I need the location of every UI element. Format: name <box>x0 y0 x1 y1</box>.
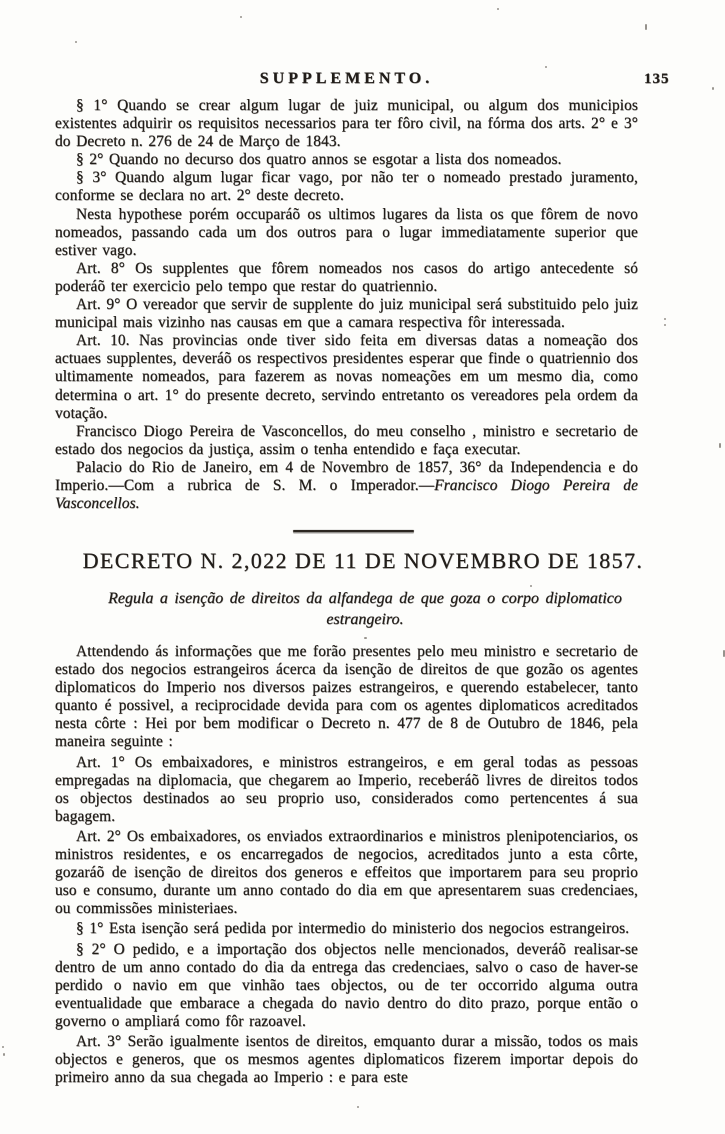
paragraph: Art. 8° Os supplentes que fôrem nomeados nos casos do artigo antecedente só poderáõ ter exercicio pelo tempo que restar do quatriennio. <box>55 259 638 295</box>
paragraph: Francisco Diogo Pereira de Vasconcellos, do meu conselho , ministro e secretario de estado dos negocios da justiça, assim o tenha entendido e faça executar. <box>55 422 638 458</box>
scan-speck <box>3 1053 5 1056</box>
paragraph: Nesta hypothese porém occuparáõ os ultimos lugares da lista os que fôrem de novo nomeados, passando cada um dos outros para o lugar immediatamente superior que estiver vago. <box>55 205 638 259</box>
scan-speck <box>719 443 721 448</box>
scan-speck <box>530 585 532 587</box>
scan-speck <box>357 1106 359 1108</box>
section-divider-rule <box>293 530 414 532</box>
running-header-title: SUPPLEMENTO. <box>259 70 434 87</box>
paragraph: § 1° Esta isenção será pedida por intermedio do ministerio dos negocios estrangeiros. <box>76 920 630 938</box>
section-previous-decree <box>55 97 638 513</box>
decree-heading: DECRETO N. 2,022 DE 11 DE NOVEMBRO DE 1857. <box>82 548 644 573</box>
signature-italic: Francisco Diogo Pereira de Vasconcellos. <box>55 476 638 513</box>
section-decree-2022 <box>55 643 638 1089</box>
paragraph: § 2° Quando no decurso dos quatro annos se esgotar a lista dos nomeados. <box>76 151 562 169</box>
scan-speck <box>645 24 647 30</box>
paragraph: Art. 2° Os embaixadores, os enviados extraordinarios e ministros plenipotenciarios, os ministros residentes, e os encarregados de negocios, acreditados junto a esta côrte, gozaráõ de isenção de direitos dos generos e effeitos que importarem para seu proprio uso e consumo, durante um anno contado do dia em que apresentarem suas credenciaes, ou commissões ministeriaes. <box>55 827 638 918</box>
scan-speck <box>712 87 714 90</box>
scan-speck <box>545 66 547 68</box>
paragraph: Art. 3° Serão igualmente isentos de direitos, emquanto durar a missão, todos os mais objectos e generos, que os mesmos agentes diplomaticos fizerem importar depois do primeiro anno da sua chegada ao Imperio : e para este <box>55 1032 638 1087</box>
scan-speck <box>2 1046 4 1048</box>
paragraph: § 2° O pedido, e a importação dos objectos nelle mencionados, deveráõ realisar-se dentro de um anno contado do dia da entrega das credenciaes, salvo o caso de haver-se perdido o navio em que vinhão taes objectos, ou de ter occorrido alguma outra eventualidade que embarace a chegada do navio dentro do dito prazo, porque então o governo o ampliará como fôr razoavel. <box>55 940 638 1030</box>
decree-subtitle: Regula a isenção de direitos da alfandega de que goza o corpo diplomatico estrangeiro. <box>108 590 622 628</box>
paragraph: § 3° Quando algum lugar ficar vago, por não ter o nomeado prestado juramento, conforme se declara no art. 2° deste decreto. <box>55 169 638 205</box>
closing-text: Palacio do Rio de Janeiro, em 4 de Novembro de 1857, 36° da Independencia e do Imperio.—Com a rubrica de S. M. o Imperador.— <box>55 458 638 494</box>
paragraph: Art. 10. Nas provincias onde tiver sido feita em diversas datas a nomeação dos actuaes supplentes, deveráõ os respectivos presidentes esperar que finde o quatriennio dos ultimamente nomeados, para fazerem as novas nomeações em um mesmo dia, como determina o art. 1° do presente decreto, servindo entretanto os vereadores pela ordem da votação. <box>55 332 638 422</box>
scan-speck <box>497 8 499 10</box>
scan-speck <box>664 318 666 320</box>
scan-speck <box>364 637 367 639</box>
paragraph: Art. 1° Os embaixadores, e ministros estrangeiros, e em geral todas as pessoas empregadas na diplomacia, que chegarem ao Imperio, receberáõ livres de direitos todos os objectos destinados ao seu proprio uso, considerados como pertencentes á sua bagagem. <box>55 753 638 825</box>
paragraph: § 1° Quando se crear algum lugar de juiz municipal, ou algum dos municipios existentes adquirir os requisitos necessarios para ter fôro civil, na fórma dos arts. 2° e 3° do Decreto n. 276 de 24 de Março de 1843. <box>55 97 638 151</box>
scan-speck <box>240 16 242 18</box>
page-number: 135 <box>644 71 670 87</box>
scan-speck <box>75 41 77 43</box>
scan-speck <box>664 324 666 326</box>
paragraph: Art. 9° O vereador que servir de supplente do juiz municipal será substituido pelo juiz municipal mais vizinho nas causas em que a camara respectiva fôr interessada. <box>55 296 638 332</box>
paragraph: Attendendo ás informações que me forão presentes pelo meu ministro e secretario de estado dos negocios estrangeiros ácerca da isenção de direitos de que gozão os agentes diplomaticos do Imperio nos diversos paizes estrangeiros, e querendo estabelecer, tanto quanto é possivel, a reciprocidade devida para com os agentes diplomaticos acreditados nesta côrte : Hei por bem modificar o Decreto n. 477 de 8 de Outubro de 1846, pela maneira seguinte : <box>55 643 638 751</box>
closing-paragraph <box>55 459 638 513</box>
